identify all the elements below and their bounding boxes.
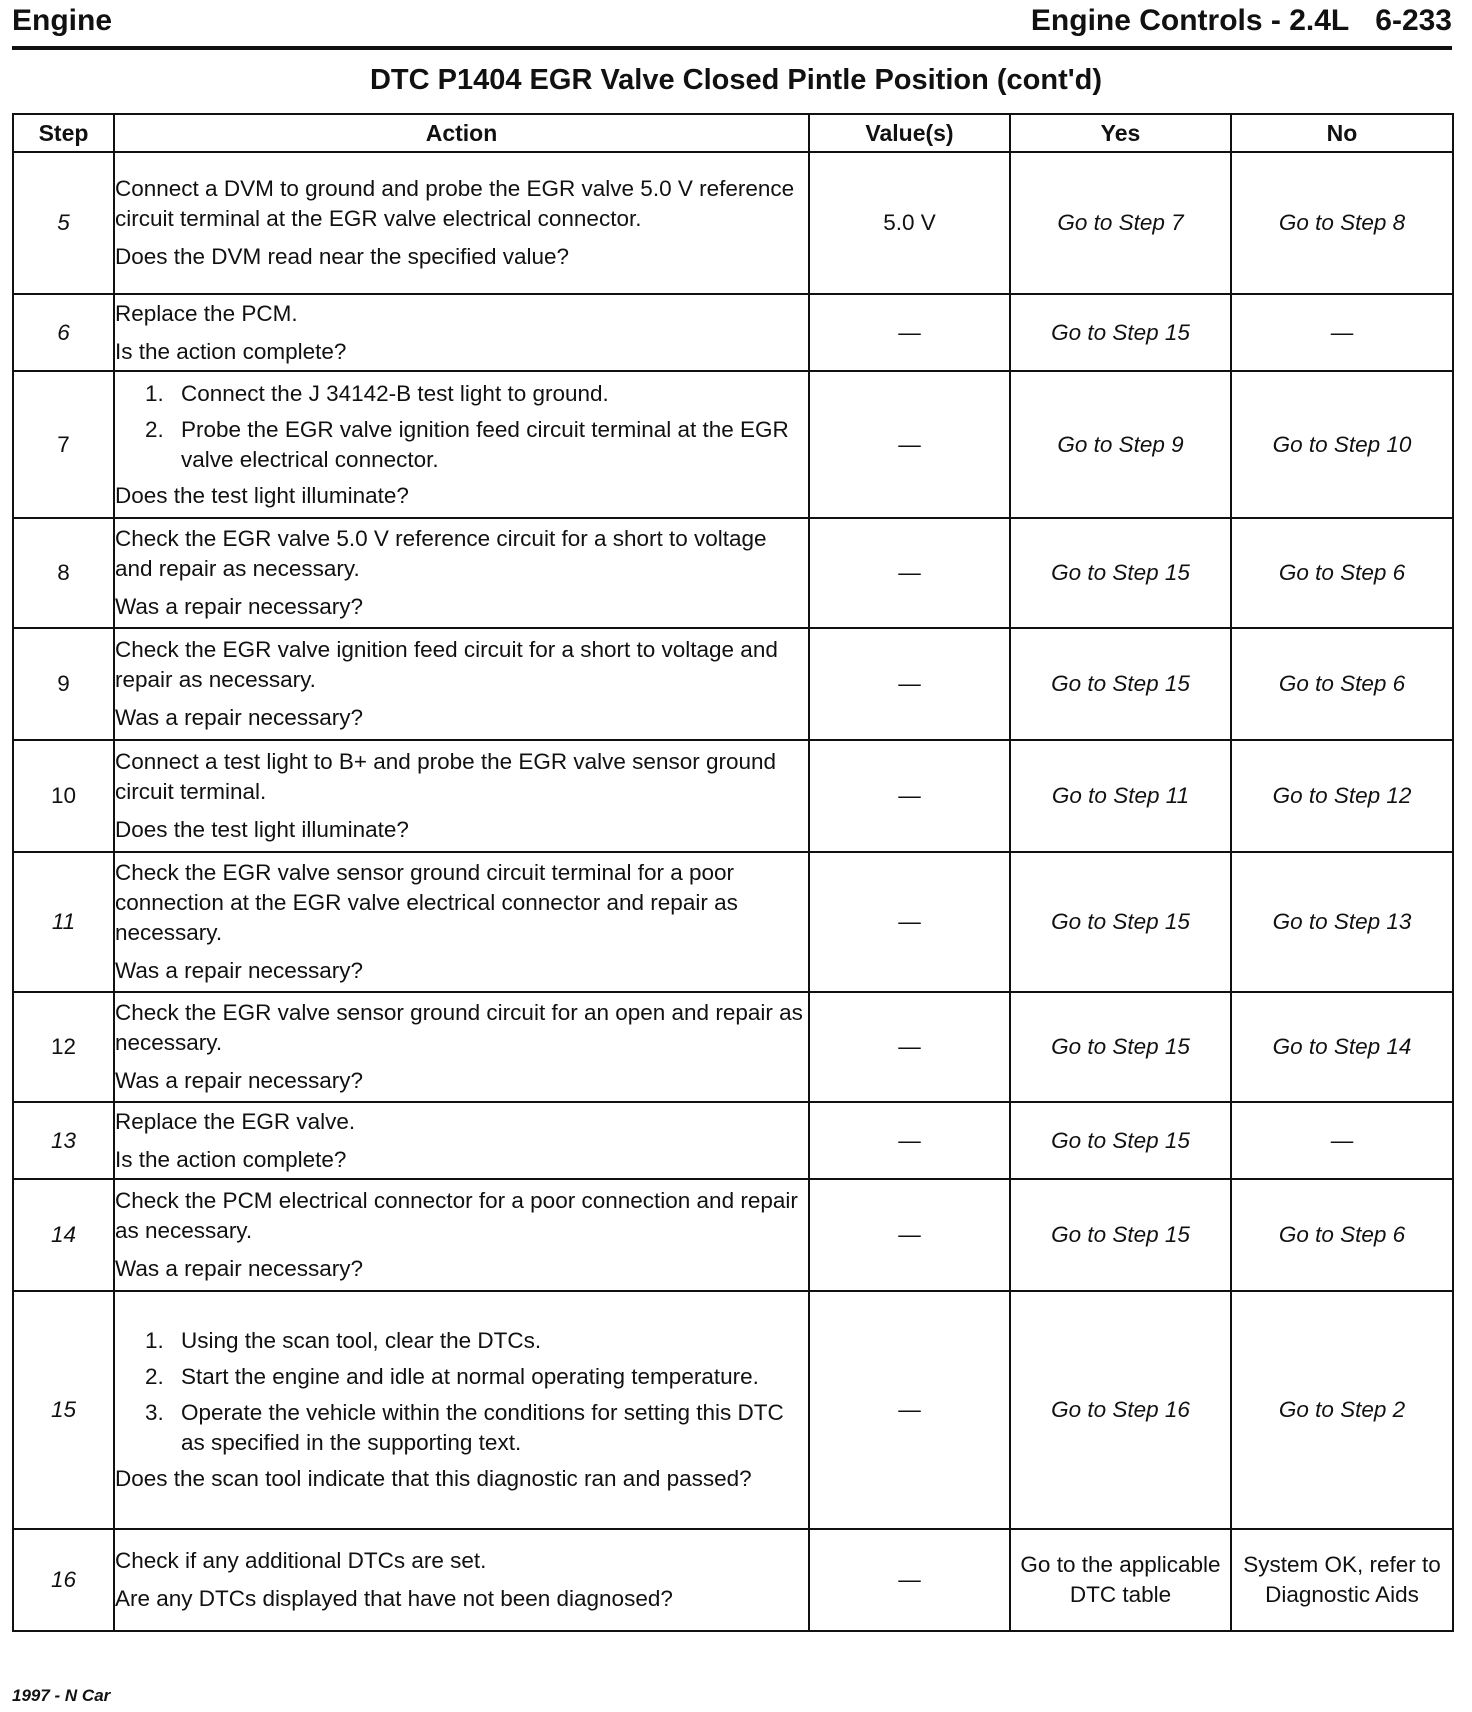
step-number: 10 bbox=[13, 740, 114, 852]
column-header-values: Value(s) bbox=[809, 114, 1010, 152]
diagnostic-table bbox=[12, 113, 1454, 1632]
action-cell bbox=[114, 852, 809, 992]
no-cell: Go to Step 2 bbox=[1231, 1291, 1453, 1529]
no-cell: Go to Step 8 bbox=[1231, 152, 1453, 294]
list-item-text: Operate the vehicle within the conditions for setting this DTC as specified in the supporting text. bbox=[181, 1400, 784, 1455]
no-cell: Go to Step 6 bbox=[1231, 518, 1453, 628]
step-number: 15 bbox=[13, 1291, 114, 1529]
action-question: Was a repair necessary? bbox=[115, 1256, 364, 1281]
list-item-text: Using the scan tool, clear the DTCs. bbox=[181, 1328, 542, 1353]
no-cell: Go to Step 10 bbox=[1231, 371, 1453, 518]
table-row bbox=[13, 1179, 1453, 1291]
step-number: 6 bbox=[13, 294, 114, 371]
no-cell: Go to Step 12 bbox=[1231, 740, 1453, 852]
table-row bbox=[13, 371, 1453, 518]
chapter-title: Engine Controls - 2.4L bbox=[1030, 4, 1350, 37]
yes-cell: Go to Step 15 bbox=[1010, 294, 1231, 371]
value-cell: — bbox=[809, 1291, 1010, 1529]
list-item-text: Connect the J 34142-B test light to ground. bbox=[181, 380, 609, 406]
list-item-text: Start the engine and idle at normal operating temperature. bbox=[181, 1364, 759, 1389]
action-text: Check the EGR valve ignition feed circuit for a short to voltage and repair as necessary. bbox=[115, 637, 778, 692]
yes-cell: Go to Step 15 bbox=[1010, 628, 1231, 740]
no-cell: System OK, refer to Diagnostic Aids bbox=[1231, 1529, 1453, 1631]
value-cell: — bbox=[809, 992, 1010, 1102]
no-cell: Go to Step 14 bbox=[1231, 992, 1453, 1102]
yes-cell: Go to Step 15 bbox=[1010, 1102, 1231, 1179]
table-row bbox=[13, 852, 1453, 992]
list-item: 2. Start the engine and idle at normal operating temperature. bbox=[145, 1364, 759, 1389]
list-item-text: Probe the EGR valve ignition feed circuit terminal at the EGR valve electrical connector. bbox=[181, 416, 789, 472]
value-cell: — bbox=[809, 371, 1010, 518]
action-cell bbox=[114, 1179, 809, 1291]
step-number: 14 bbox=[13, 1179, 114, 1291]
action-cell bbox=[114, 1102, 809, 1179]
table-row bbox=[13, 992, 1453, 1102]
procedure-list bbox=[115, 379, 808, 475]
yes-cell: Go to Step 15 bbox=[1010, 852, 1231, 992]
action-text: Check the PCM electrical connector for a poor connection and repair as necessary. bbox=[115, 1188, 798, 1243]
value-cell: — bbox=[809, 1529, 1010, 1631]
step-number: 16 bbox=[13, 1529, 114, 1631]
page-header bbox=[12, 0, 1452, 50]
no-cell: Go to Step 13 bbox=[1231, 852, 1453, 992]
table-row bbox=[13, 1529, 1453, 1631]
step-number: 9 bbox=[13, 628, 114, 740]
value-cell: — bbox=[809, 740, 1010, 852]
page-footer: 1997 - N Car bbox=[12, 1686, 111, 1705]
list-item: 1. Using the scan tool, clear the DTCs. bbox=[145, 1328, 542, 1353]
action-question: Does the scan tool indicate that this diagnostic ran and passed? bbox=[115, 1466, 752, 1491]
action-question: Does the test light illuminate? bbox=[115, 482, 409, 508]
column-header-yes: Yes bbox=[1010, 114, 1231, 152]
value-cell: — bbox=[809, 518, 1010, 628]
action-cell bbox=[114, 628, 809, 740]
action-text: Check the EGR valve sensor ground circuit for an open and repair as necessary. bbox=[115, 1000, 803, 1055]
no-cell: — bbox=[1231, 1102, 1453, 1179]
no-cell: — bbox=[1231, 294, 1453, 371]
action-text: Replace the EGR valve. bbox=[115, 1108, 356, 1134]
action-cell bbox=[114, 371, 809, 518]
yes-cell: Go to Step 16 bbox=[1010, 1291, 1231, 1529]
action-cell bbox=[114, 1291, 809, 1529]
action-cell bbox=[114, 152, 809, 294]
action-cell bbox=[114, 294, 809, 371]
action-cell bbox=[114, 1529, 809, 1631]
list-item: 1. Connect the J 34142-B test light to ground. bbox=[145, 380, 609, 406]
action-text: Check the EGR valve sensor ground circuit terminal for a poor connection at the EGR valve electrical connector and repair as necessary. bbox=[115, 860, 738, 945]
column-header-step: Step bbox=[13, 114, 114, 152]
yes-cell: Go to the applicable DTC table bbox=[1010, 1529, 1231, 1631]
table-title: DTC P1404 EGR Valve Closed Pintle Position (cont'd) bbox=[369, 64, 1103, 96]
table-row bbox=[13, 152, 1453, 294]
action-question: Was a repair necessary? bbox=[115, 705, 364, 730]
value-cell: — bbox=[809, 294, 1010, 371]
yes-cell: Go to Step 15 bbox=[1010, 518, 1231, 628]
step-number: 11 bbox=[13, 852, 114, 992]
yes-cell: Go to Step 11 bbox=[1010, 740, 1231, 852]
action-cell bbox=[114, 992, 809, 1102]
step-number: 8 bbox=[13, 518, 114, 628]
step-number: 7 bbox=[13, 371, 114, 518]
action-text: Check the EGR valve 5.0 V reference circuit for a short to voltage and repair as necessary. bbox=[115, 526, 767, 581]
value-cell: 5.0 V bbox=[809, 152, 1010, 294]
action-cell bbox=[114, 740, 809, 852]
action-question: Was a repair necessary? bbox=[115, 1068, 364, 1093]
column-header-no: No bbox=[1231, 114, 1453, 152]
table-row bbox=[13, 628, 1453, 740]
header-right bbox=[1031, 4, 1452, 38]
value-cell: — bbox=[809, 852, 1010, 992]
action-question: Is the action complete? bbox=[115, 338, 347, 364]
table-header-row bbox=[13, 114, 1453, 152]
list-item: 3. Operate the vehicle within the conditions for setting this DTC as specified in the supporting text. bbox=[145, 1400, 784, 1455]
no-cell: Go to Step 6 bbox=[1231, 628, 1453, 740]
action-cell bbox=[114, 518, 809, 628]
column-header-action: Action bbox=[114, 114, 809, 152]
step-number: 13 bbox=[13, 1102, 114, 1179]
action-question: Is the action complete? bbox=[115, 1146, 347, 1172]
value-cell: — bbox=[809, 1179, 1010, 1291]
action-question: Does the test light illuminate? bbox=[115, 817, 409, 842]
table-row bbox=[13, 1102, 1453, 1179]
table-row bbox=[13, 1291, 1453, 1529]
table-row bbox=[13, 740, 1453, 852]
action-text: Replace the PCM. bbox=[115, 300, 298, 326]
yes-cell: Go to Step 15 bbox=[1010, 1179, 1231, 1291]
table-row bbox=[13, 294, 1453, 371]
table-row bbox=[13, 518, 1453, 628]
value-cell: — bbox=[809, 628, 1010, 740]
step-number: 5 bbox=[13, 152, 114, 294]
action-question: Was a repair necessary? bbox=[115, 594, 364, 619]
action-text: Connect a test light to B+ and probe the EGR valve sensor ground circuit terminal. bbox=[115, 749, 777, 804]
action-text: Connect a DVM to ground and probe the EGR valve 5.0 V reference circuit terminal at the EGR valve electrical connector. bbox=[115, 176, 795, 231]
procedure-list bbox=[115, 1326, 808, 1458]
yes-cell: Go to Step 7 bbox=[1010, 152, 1231, 294]
page-number: 6-233 bbox=[1375, 4, 1452, 37]
yes-cell: Go to Step 9 bbox=[1010, 371, 1231, 518]
action-text: Check if any additional DTCs are set. bbox=[115, 1548, 487, 1573]
action-question: Was a repair necessary? bbox=[115, 958, 364, 983]
action-question: Are any DTCs displayed that have not been diagnosed? bbox=[115, 1586, 673, 1611]
section-name: Engine bbox=[12, 4, 113, 37]
action-question: Does the DVM read near the specified value? bbox=[115, 244, 570, 269]
yes-cell: Go to Step 15 bbox=[1010, 992, 1231, 1102]
no-cell: Go to Step 6 bbox=[1231, 1179, 1453, 1291]
list-item: 2. Probe the EGR valve ignition feed circuit terminal at the EGR valve electrical connector. bbox=[145, 416, 789, 472]
step-number: 12 bbox=[13, 992, 114, 1102]
value-cell: — bbox=[809, 1102, 1010, 1179]
